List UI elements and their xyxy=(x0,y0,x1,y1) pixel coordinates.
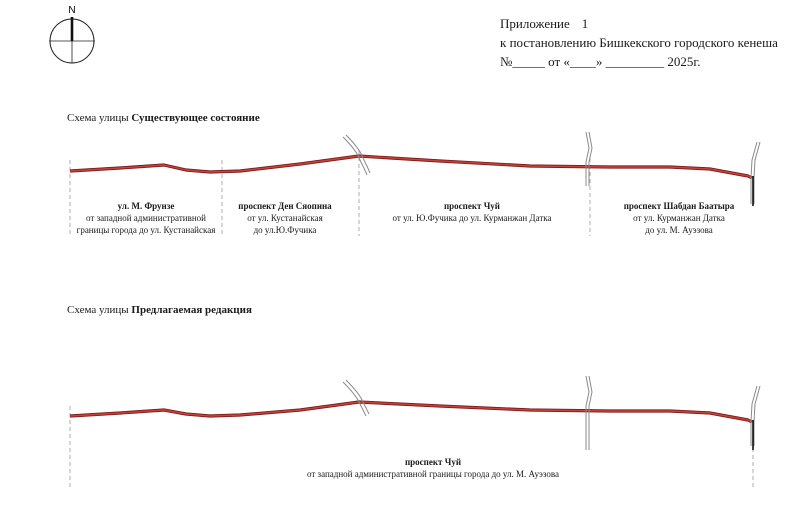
segment-name: проспект Чуй xyxy=(443,201,500,211)
proposed-title-bold: Предлагаемая редакция xyxy=(131,304,252,316)
segment-desc-line1: от ул. Кустанайская xyxy=(247,213,323,223)
segment-name: проспект Шабдан Баатыра xyxy=(623,201,735,211)
segment-label-frunze xyxy=(77,200,216,236)
segment-name: проспект Ден Сяопина xyxy=(238,201,332,211)
appendix-header xyxy=(500,14,778,71)
existing-title-prefix: Схема улицы xyxy=(67,112,132,124)
segment-name: проспект Чуй xyxy=(404,457,462,467)
segment-name: ул. М. Фрунзе xyxy=(117,201,175,211)
north-arrow-icon xyxy=(49,17,95,63)
segment-desc-line2: до ул.Ю.Фучика xyxy=(253,225,317,235)
crossing-fuchika-edge xyxy=(346,135,370,173)
appendix-decree-line: к постановлению Бишкекского городского кенеша xyxy=(500,35,778,50)
proposed-title-prefix: Схема улицы xyxy=(67,304,132,316)
segment-label-den-syaopina xyxy=(238,200,331,236)
existing-title-bold: Существующее состояние xyxy=(131,112,260,124)
existing-scheme-title xyxy=(67,112,260,124)
segment-desc-line2: границы города до ул. Кустанайская xyxy=(76,225,216,235)
appendix-label: Приложение xyxy=(500,16,570,31)
proposed-road xyxy=(70,402,752,422)
segment-desc-line1: от западной административной xyxy=(86,213,206,223)
appendix-number: 1 xyxy=(581,16,589,31)
proposed-scheme-title xyxy=(67,304,252,316)
segment-desc-line1: от западной административной границы города до ул. М. Ауэзова xyxy=(306,469,560,479)
segment-label-chuy-proposed xyxy=(307,456,559,480)
crossing-kurmanzhan-edge xyxy=(589,132,592,186)
segment-desc-line2: до ул. М. Ауэзова xyxy=(645,225,713,235)
crossing-fuchika-proposed-edge xyxy=(346,380,369,414)
existing-road xyxy=(70,156,752,178)
segment-desc-line1: от ул. Ю.Фучика до ул. Курманжан Датка xyxy=(392,213,552,223)
segment-desc-line1: от ул. Курманжан Датка xyxy=(633,213,725,223)
segment-label-chuy xyxy=(393,200,552,224)
segment-label-shabdan-baatyra xyxy=(624,200,735,236)
crossing-fuchika-proposed xyxy=(343,382,366,416)
north-label: N xyxy=(68,5,76,16)
crossing-kurmanzhan-proposed-edge xyxy=(589,376,592,450)
appendix-number-date-line: №_____ от «____» _________ 2025г. xyxy=(500,54,701,69)
